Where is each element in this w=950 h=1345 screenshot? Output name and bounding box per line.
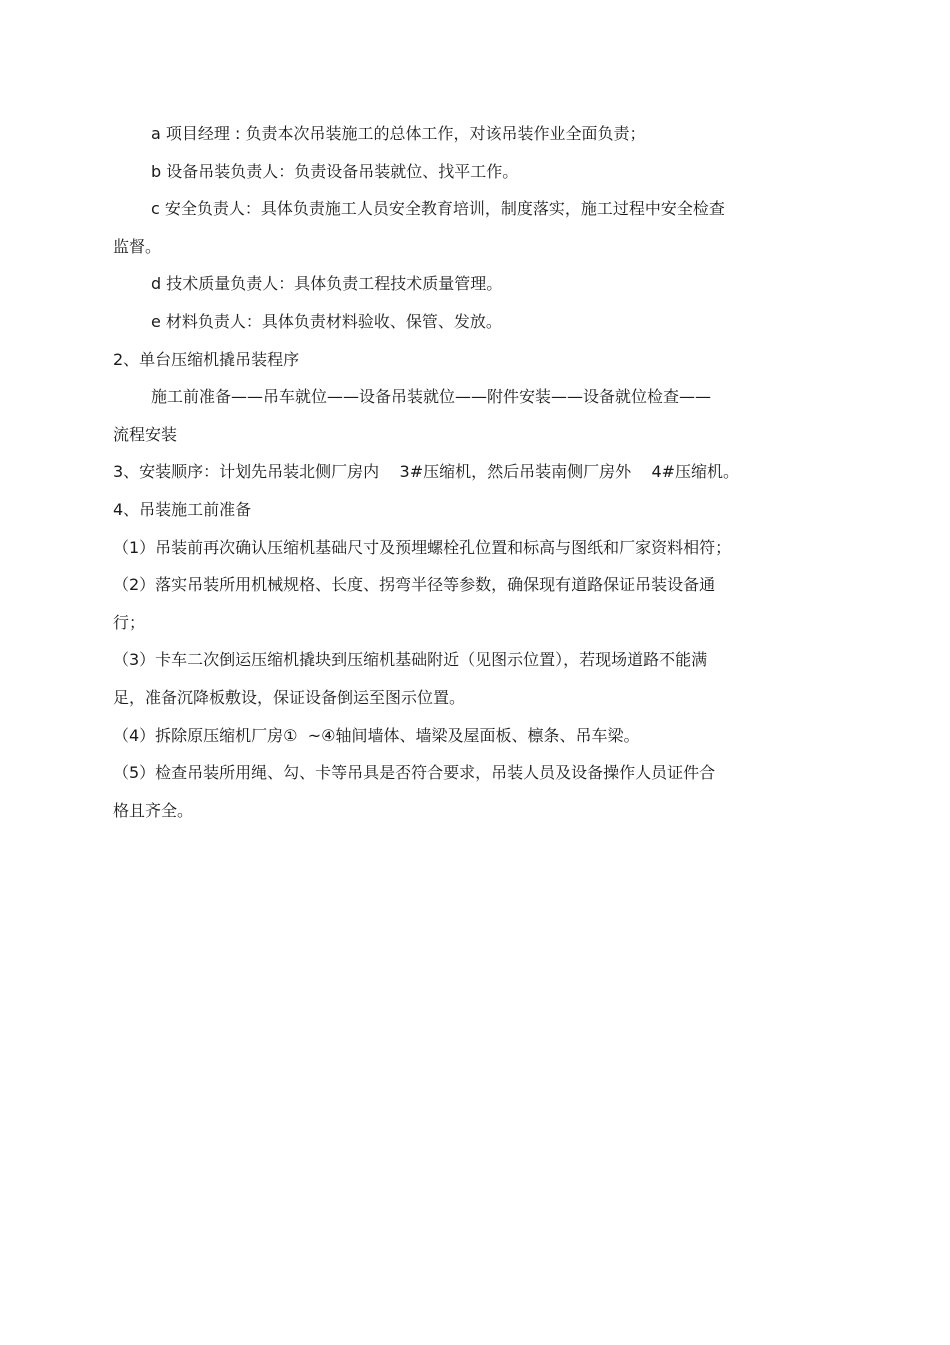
text-line: （2）落实吊装所用机械规格、长度、拐弯半径等参数，确保现有道路保证吊装设备通 xyxy=(113,575,716,595)
text-line: c 安全负责人：具体负责施工人员安全教育培训，制度落实，施工过程中安全检查 xyxy=(151,199,725,219)
text-line: 流程安装 xyxy=(113,424,178,444)
text-line: b 设备吊装负责人：负责设备吊装就位、找平工作。 xyxy=(151,161,519,181)
text-line: （5）检查吊装所用绳、勾、卡等吊具是否符合要求，吊装人员及设备操作人员证件合 xyxy=(113,763,716,783)
text-line: e 材料负责人：具体负责材料验收、保管、发放。 xyxy=(151,311,502,331)
text-line: d 技术质量负责人：具体负责工程技术质量管理。 xyxy=(151,274,503,294)
text-line: 足，准备沉降板敷设，保证设备倒运至图示位置。 xyxy=(113,687,466,707)
text-line: 2、单台压缩机撬吊装程序 xyxy=(113,349,300,369)
text-line: （4）拆除原压缩机厂房① ~④轴间墙体、墙梁及屋面板、檩条、吊车梁。 xyxy=(113,725,640,745)
text-line: （3）卡车二次倒运压缩机撬块到压缩机基础附近（见图示位置），若现场道路不能满 xyxy=(113,650,708,670)
text-line: 行； xyxy=(113,612,146,632)
text-line: 3、安装顺序：计划先吊装北侧厂房内 3#压缩机，然后吊装南侧厂房外 4#压缩机。 xyxy=(113,462,740,482)
text-line: 4、吊装施工前准备 xyxy=(113,499,252,519)
text-line: （1）吊装前再次确认压缩机基础尺寸及预埋螺栓孔位置和标高与图纸和厂家资料相符； xyxy=(113,537,732,557)
text-line: 施工前准备——吊车就位——设备吊装就位——附件安装——设备就位检查—— xyxy=(151,387,712,407)
document-body xyxy=(113,122,797,823)
text-line: 格且齐全。 xyxy=(113,800,194,820)
text-line: 监督。 xyxy=(113,236,162,256)
text-line: a 项目经理 : 负责本次吊装施工的总体工作，对该吊装作业全面负责； xyxy=(151,124,646,143)
